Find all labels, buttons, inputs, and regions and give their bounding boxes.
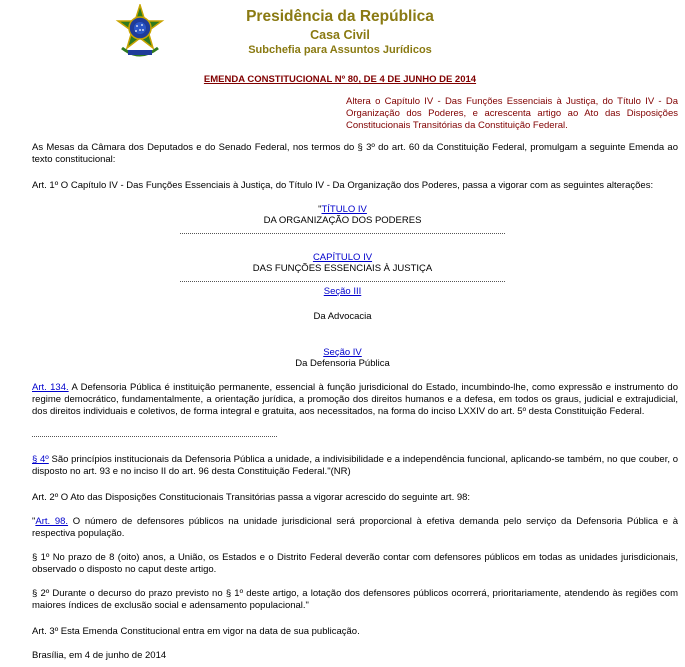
secao4-link[interactable]: Seção IV — [323, 347, 362, 358]
titulo-name: DA ORGANIZAÇÃO DOS PODERES — [263, 215, 422, 226]
titulo-quote: " — [318, 204, 322, 215]
art98-link[interactable]: Art. 98. — [35, 516, 69, 527]
art1: Art. 1º O Capítulo IV - Das Funções Essenciais à Justiça, do Título IV - Da Organização dos Poderes, passa a vigorar com as seguintes alterações: — [32, 180, 654, 191]
capitulo-name: DAS FUNÇÕES ESSENCIAIS À JUSTIÇA — [252, 263, 433, 274]
preamble — [32, 142, 678, 166]
art134-text: A Defensoria Pública é instituição permanente, essencial à função jurisdicional do Estado, incumbindo-lhe, como expressão e instrumento do regime democrático, fundamentalmente, a orientação jurídica, a promoção dos direitos humanos e a defesa, em todos os graus, judicial e extrajudicial, dos direitos individuais e coletivos, de forma integral e gratuita, aos necessitados, na forma do inciso LXXIV do art. 5º desta Constituição Federal. — [32, 382, 678, 417]
art98-par2: § 2º Durante o decurso do prazo previsto no § 1º deste artigo, a lotação dos defensores públicos ocorrerá, prioritariamente, atendendo às regiões com maiores índices de exclusão social e adensamento populacional." — [32, 588, 678, 611]
art98-par1: § 1º No prazo de 8 (oito) anos, a União, os Estados e o Distrito Federal deverão contar com defensores públicos em todas as unidades jurisdicionais, observado o disposto no caput deste artigo. — [32, 552, 678, 575]
capitulo-link[interactable]: CAPÍTULO IV — [312, 252, 373, 263]
art2: Art. 2º O Ato das Disposições Constitucionais Transitórias passa a vigorar acrescido do seguinte art. 98: — [32, 492, 471, 503]
art98-text: O número de defensores públicos na unidade jurisdicional será proporcional à efetiva demanda pelo serviço da Defensoria Pública e à respectiva população. — [32, 516, 678, 539]
par4-paragraph — [32, 454, 678, 478]
secao4-name: Da Defensoria Pública — [295, 358, 390, 369]
signature-date: Brasília, em 4 de junho de 2014 — [32, 650, 167, 661]
ellipsis-divider — [180, 281, 505, 282]
header-casa-civil: Casa Civil — [310, 28, 370, 42]
header-subchefia: Subchefia para Assuntos Jurídicos — [248, 44, 432, 56]
header-presidency: Presidência da República — [246, 8, 434, 25]
secao3-name: Da Advocacia — [313, 311, 372, 322]
ellipsis-divider — [180, 233, 505, 234]
par4-text: São princípios institucionais da Defensoria Pública a unidade, a indivisibilidade e a independência funcional, aplicando-se também, no que couber, o disposto no art. 93 e no inciso II do art. 96 desta Constituição Federal."(NR) — [32, 454, 678, 477]
art3: Art. 3º Esta Emenda Constitucional entra em vigor na data de sua publicação. — [32, 626, 360, 637]
titulo-link[interactable]: TÍTULO IV — [321, 204, 367, 215]
art134-paragraph — [32, 382, 678, 418]
ellipsis-divider — [32, 436, 277, 437]
ementa: Altera o Capítulo IV - Das Funções Essenciais à Justiça, do Título IV - Da Organização dos Poderes, e acrescenta artigo ao Ato das Disposições Constitucionais Transitórias da Constituição Federal. — [346, 96, 678, 131]
art98-quote: " — [32, 516, 36, 527]
par4-link[interactable]: § 4º — [32, 454, 49, 465]
art134-link[interactable]: Art. 134. — [32, 382, 69, 393]
art98-paragraph — [32, 516, 678, 540]
secao3-heading — [0, 286, 685, 298]
secao3-link[interactable]: Seção III — [323, 286, 362, 297]
document-title[interactable]: EMENDA CONSTITUCIONAL Nº 80, DE 4 DE JUNHO DE 2014 — [203, 74, 477, 85]
preamble-text: As Mesas da Câmara dos Deputados e do Senado Federal, nos termos do § 3º do art. 60 da Constituição Federal, promulgam a seguinte Emenda ao texto constitucional: — [32, 142, 678, 165]
